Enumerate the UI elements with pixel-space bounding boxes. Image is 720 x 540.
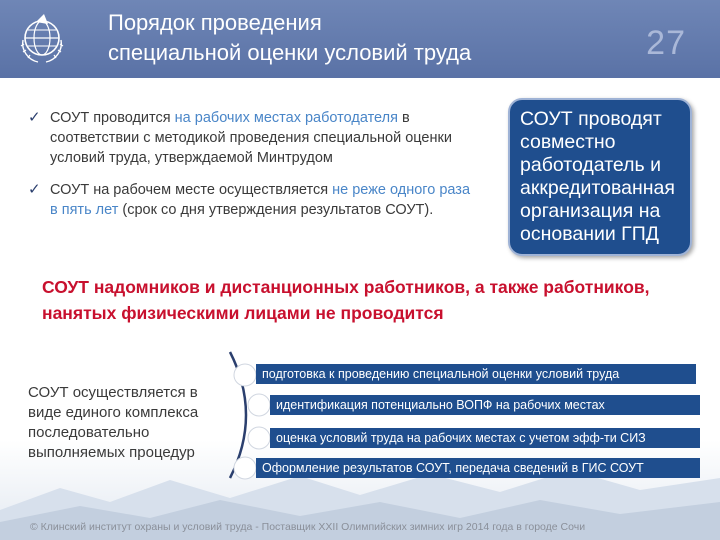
- process-step-3: оценка условий труда на рабочих местах с учетом эфф-ти СИЗ: [270, 428, 700, 448]
- checkmark-icon: ✓: [28, 181, 41, 198]
- step-marker-4-icon: [234, 457, 256, 479]
- process-intro: СОУТ осуществляется в виде единого комплекса последовательно выполняемых процедур: [28, 384, 199, 461]
- process-step-2: идентификация потенциально ВОПФ на рабочих местах: [270, 395, 700, 415]
- bullet-highlight: не реже одного раза в пять лет: [50, 182, 471, 218]
- step-marker-3-icon: [248, 427, 270, 449]
- warning-note: СОУТ надомников и дистанционных работников, а также работников, нанятых физическими лицами не проводится: [42, 277, 650, 323]
- footer-credit: © Клинский институт охраны и условий труда - Поставщик XXII Олимпийских зимних игр 2014 года в городе Сочи: [30, 521, 586, 533]
- bullet-highlight: на рабочих местах работодателя: [174, 110, 398, 126]
- title-line-2: специальной оценки условий труда: [108, 40, 472, 65]
- bullet-text: СОУТ проводится: [50, 110, 175, 126]
- bullet-text-rest: (срок со дня утверждения результатов СОУТ).: [118, 202, 434, 218]
- callout-text: СОУТ проводят совместно работодатель и аккредитованная организация на основании ГПД: [520, 108, 675, 245]
- page-number: 27: [646, 24, 686, 62]
- checkmark-icon: ✓: [28, 109, 41, 126]
- process-step-1: подготовка к проведению специальной оценки условий труда: [256, 364, 696, 384]
- step-marker-2-icon: [248, 394, 270, 416]
- process-step-4: Оформление результатов СОУТ, передача сведений в ГИС СОУТ: [256, 458, 700, 478]
- bullet-text-rest: в соответствии с методикой проведения специальной оценки условий труда, утверждаемой Минтрудом: [50, 110, 452, 166]
- bullet-text: СОУТ на рабочем месте осуществляется: [50, 182, 333, 198]
- step-marker-1-icon: [234, 364, 256, 386]
- title-line-1: Порядок проведения: [108, 10, 322, 35]
